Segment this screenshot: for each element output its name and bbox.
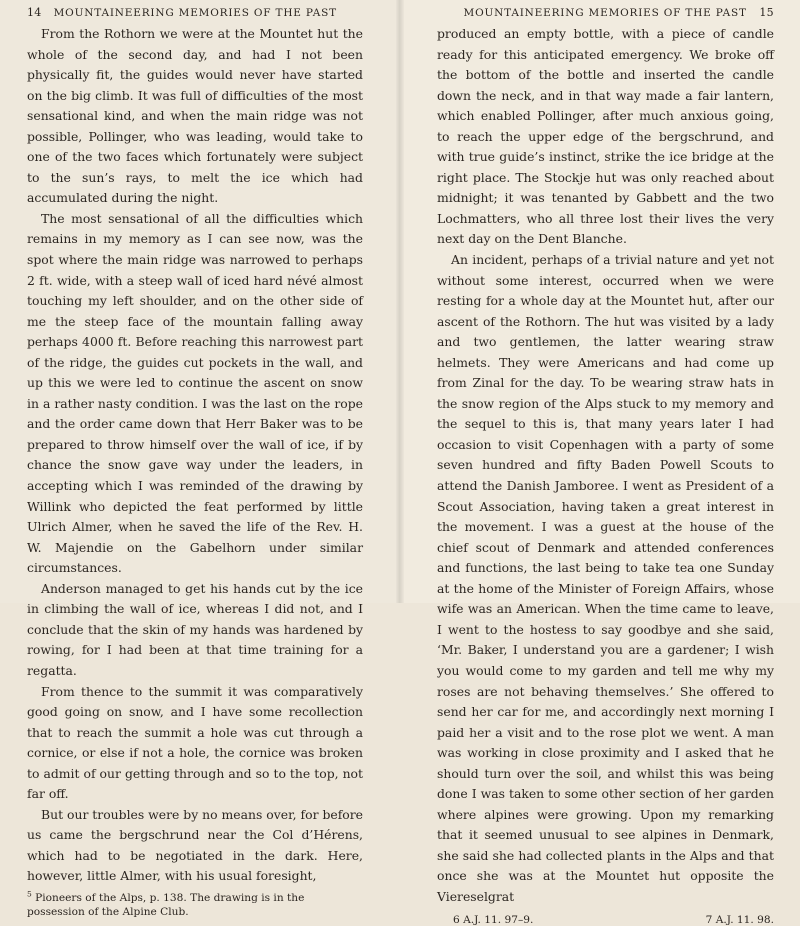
paragraph: The most sensational of all the difficulties which remains in my memory as I can see now, was the spot where the main ridge was narrowed to perhaps 2 ft. wide, with a steep wall of iced hard névé almost touching my left shoulder, and on the other side of me the steep face of the mountain falling away perhaps 4000 ft. Before reaching this narrowest part of the ridge, the guides cut pockets in the wall, and up this we were led to continue the ascent on snow in a rather nasty condition. I was the last on the rope and the order came down that Herr Baker was to be prepared to throw himself over the wall of ice, if by chance the snow gave way under the leaders, in accepting which I was reminded of the drawing by Willink who depicted the feat performed by little Ulrich Almer, when he saved the life of the Rev. H. W. Majendie on the Gabelhorn under similar circumstances. [27, 210, 363, 576]
paragraph: Anderson managed to get his hands cut by the ice in climbing the wall of ice, whereas I did not, and I conclude that the skin of my hands was hardened by rowing, for I had been at that time training for a regatta. [27, 580, 363, 678]
footnote-mark: 5 [27, 889, 32, 899]
footnote-7: 7 A.J. 11. 98. [705, 913, 774, 926]
right-footnotes [437, 914, 774, 926]
left-page [0, 0, 400, 918]
paragraph: From the Rothorn we were at the Mountet hut the whole of the second day, and had I not been physically fit, the guides would never have started on the big climb. It was full of difficulties of the most sensational kind, and when the main ridge was not possible, Pollinger, who was leading, would take to one of the two faces which fortunately were subject to the sun’s rays, to melt the ice which had accumulated during the night. [27, 26, 363, 206]
left-page-number: 14 [27, 6, 42, 19]
left-running-title: MOUNTAINEERING MEMORIES OF THE PAST [53, 7, 337, 19]
paragraph: An incident, perhaps of a trivial nature and yet not without some interest, occurred when we were resting for a whole day at the Mountet hut, after our ascent of the Rothorn. The hut was visited by a lady and two gentlemen, the latter wearing straw helmets. They were Americans and had come up from Zinal for the day. To be wearing straw hats in the snow region of the Alps stuck to my memory and the sequel to this is, that many years later I had occasion to visit Copenhagen with a party of some seven hundred and fifty Baden Powell Scouts to attend the Danish Jamboree. I went as President of a Scout Association, having taken a great interest in the movement. I was a guest at the house of the chief scout of Denmark and attended conferences and functions, the last being to take tea one Sunday at the home of the Minister of Foreign Affairs, whose wife was an American. When the time came to leave, I went to the hostess to say goodbye and she said, ‘Mr. Baker, I understand you are a gardener; I wish you would come to my garden and tell me why my roses are not behaving themselves.’ She offered to send her car for me, and accordingly next morning I paid her a visit and to the rose plot we went. A man was working in close proximity and I asked that he should turn over the soil, and whilst this was being done I was taken to some other section of her garden where alpines were growing. Upon my remarking that it seemed unusual to see alpines in Denmark, she said she had collected plants in the Alps and that once she was at the Mountet hut opposite the Viereselgrat [437, 252, 774, 904]
left-running-head [27, 6, 363, 24]
right-body-text [437, 24, 774, 908]
right-page [400, 0, 800, 926]
right-page-number: 15 [759, 6, 774, 19]
paragraph: But our troubles were by no means over, for before us came the bergschrund near the Col d’Hérens, which had to be negotiated in the dark. Here, however, little Almer, with his usual foresight, [27, 806, 364, 884]
left-body-text [27, 24, 363, 887]
left-footnote [27, 891, 363, 919]
footnote-6: 6 A.J. 11. 97–9. [453, 913, 534, 926]
footnote-text: Pioneers of the Alps, p. 138. The drawing is in the possession of the Alpine Club. [27, 891, 305, 918]
book-gutter [396, 0, 404, 603]
paragraph: produced an empty bottle, with a piece of candle ready for this anticipated emergency. We broke off the bottom of the bottle and inserted the candle down the neck, and in that way made a fair lantern, which enabled Pollinger, after much anxious going, to reach the upper edge of the bergschrund, and with true guide’s instinct, strike the ice bridge at the right place. The Stockje hut was only reached about midnight; it was tenanted by Gabbett and the two Lochmatters, who all three lost their lives the very next day on the Dent Blanche. [437, 26, 774, 247]
right-running-head [437, 6, 774, 24]
right-running-title: MOUNTAINEERING MEMORIES OF THE PAST [463, 7, 747, 19]
paragraph: From thence to the summit it was comparatively good going on snow, and I have some recollection that to reach the summit a hole was cut through a cornice, or else if not a hole, the cornice was broken to admit of our getting through and so to the top, not far off. [27, 683, 363, 802]
